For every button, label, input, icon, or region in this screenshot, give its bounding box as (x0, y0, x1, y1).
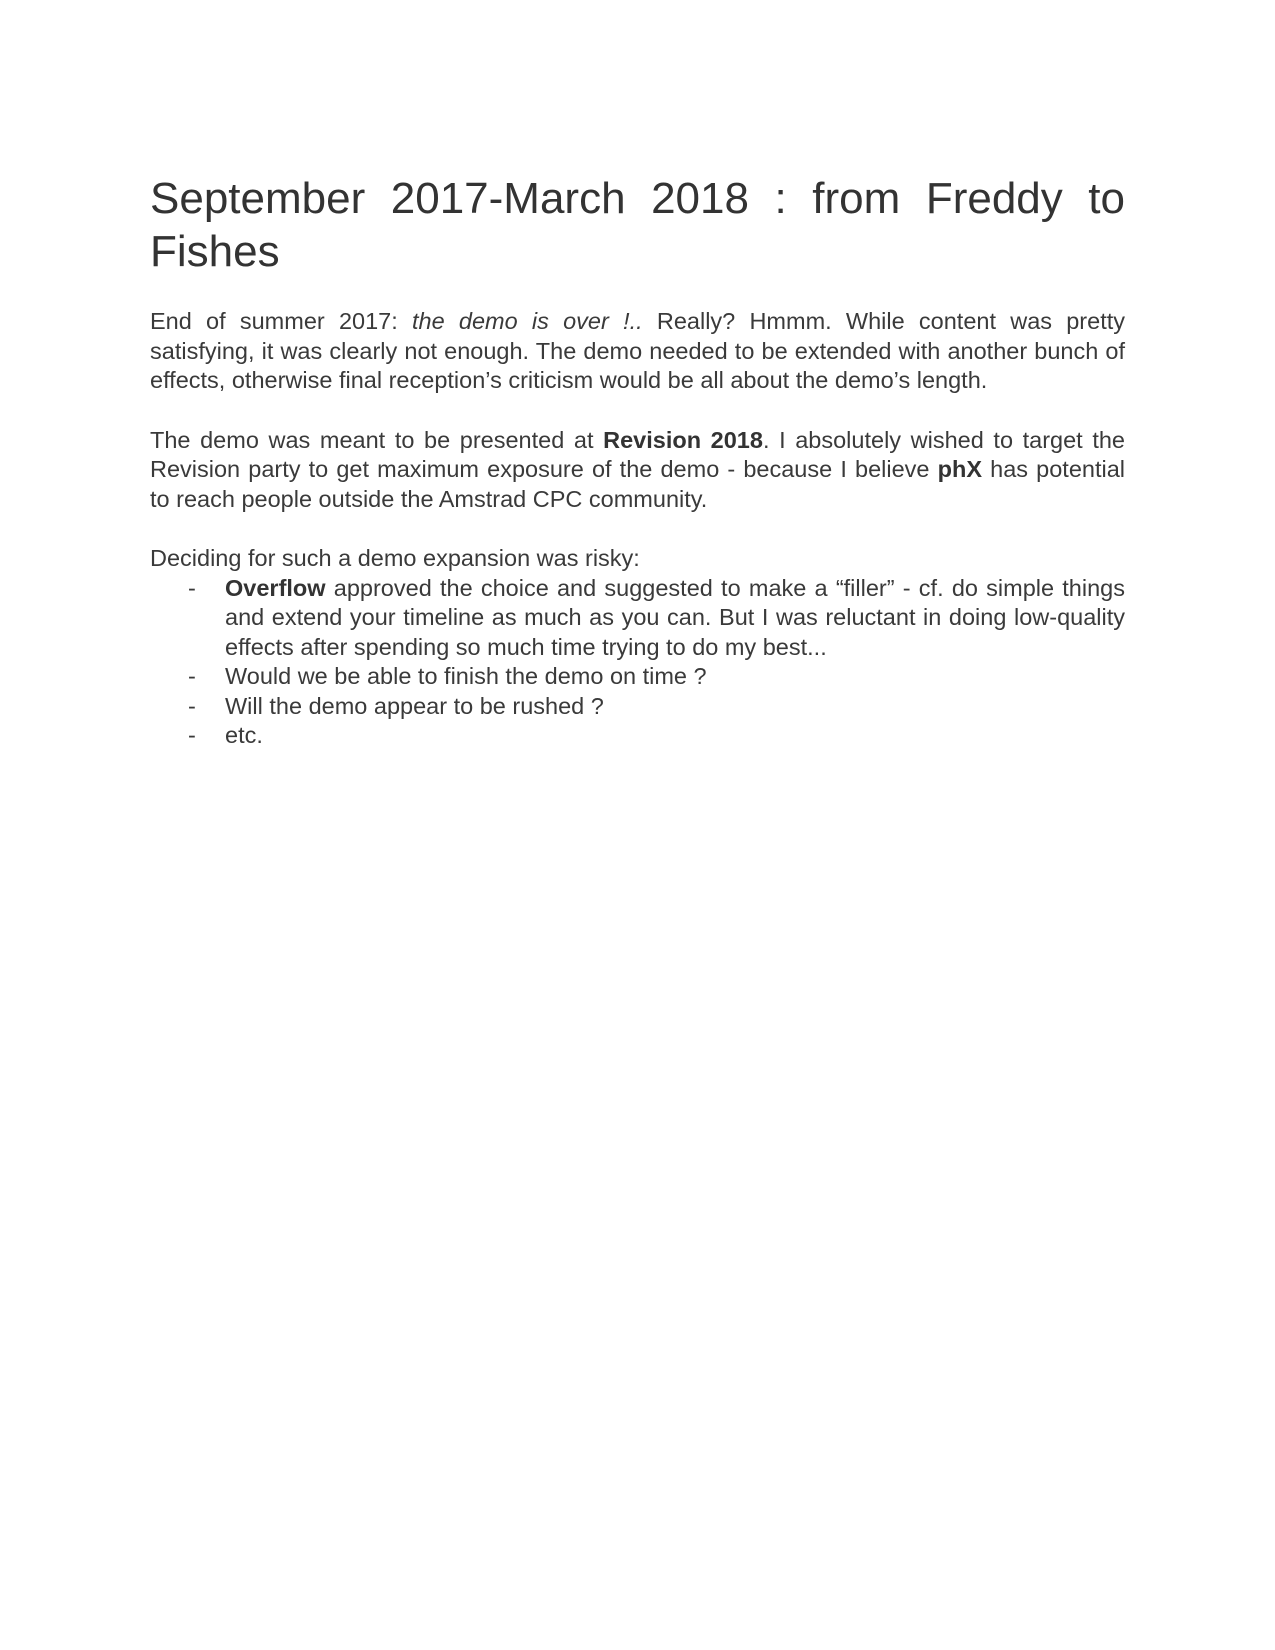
list-item (150, 574, 1125, 663)
paragraph-revision (150, 426, 1125, 515)
list-item-text: etc. (225, 722, 263, 748)
list-dash: - (188, 722, 196, 748)
bold-phx: phX (937, 456, 982, 482)
italic-phrase: the demo is over !.. (412, 308, 643, 334)
document-page (150, 172, 1125, 751)
list-item-text: Would we be able to finish the demo on time ? (225, 663, 707, 689)
page-title: September 2017-March 2018 : from Freddy to Fishes (150, 174, 1125, 276)
list-dash: - (188, 692, 196, 719)
paragraph-lead: End of summer 2017: (150, 308, 412, 334)
bold-overflow: Overflow (225, 574, 326, 601)
list-item-text: Will the demo appear to be rushed ? (225, 692, 604, 719)
paragraph-text: . I absolutely wished to target the Revision party to get maximum exposure of the demo - because I believe (150, 426, 1125, 482)
paragraph-risky: Deciding for such a demo expansion was risky: (150, 545, 640, 571)
bold-revision-2018: Revision 2018 (603, 426, 763, 453)
list-item (150, 662, 1125, 692)
list-dash: - (188, 574, 196, 601)
risk-list (150, 574, 1125, 751)
paragraph-text: The demo was meant to be presented at (150, 426, 604, 453)
list-item-text: approved the choice and suggested to make a “filler” - cf. do simple things and extend your timeline as much as you can. But I was reluctant in doing low-quality effects after spending so much time trying to do my best... (225, 574, 1125, 660)
paragraph-summer-2017 (150, 307, 1125, 396)
paragraph-rest: Really? Hmmm. While content was pretty satisfying, it was clearly not enough. The demo needed to be extended with another bunch of effects, otherwise final reception’s criticism would be all about the demo’s length. (150, 308, 1126, 393)
list-item (150, 721, 1125, 751)
list-dash: - (188, 663, 196, 689)
paragraph-text: has potential to reach people outside the Amstrad CPC community. (150, 456, 1126, 512)
list-item (150, 692, 1125, 722)
